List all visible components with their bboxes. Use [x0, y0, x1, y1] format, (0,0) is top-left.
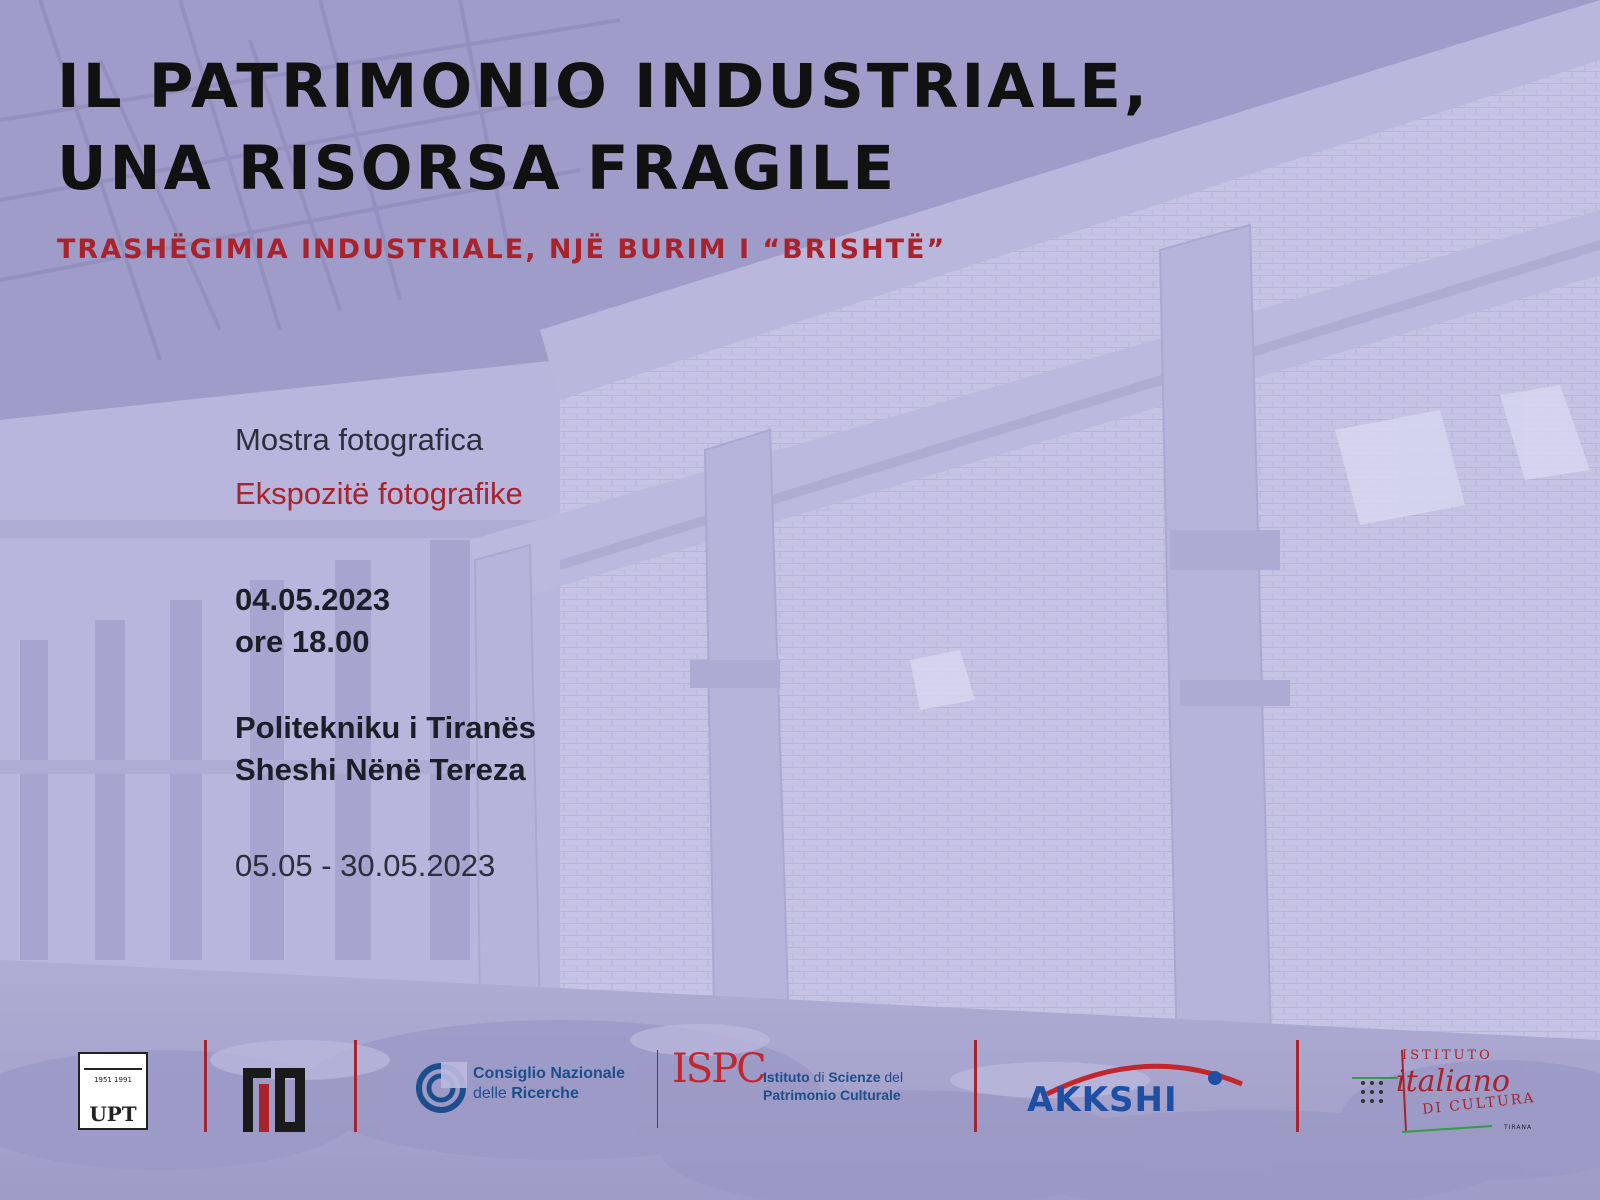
cnr-line-2a: delle — [473, 1085, 512, 1102]
iic-line-3: DI CULTURA — [1421, 1090, 1537, 1118]
ispc-line-2: Patrimonio Culturale — [763, 1087, 901, 1103]
cnr-spiral-icon — [415, 1062, 467, 1114]
cnr-divider — [657, 1050, 658, 1128]
ispc-name — [763, 1068, 903, 1104]
upt-logo — [78, 1052, 148, 1130]
cnr-line-1: Consiglio Nazionale — [473, 1065, 626, 1082]
title-line-2: UNA RISORSA FRAGILE — [57, 133, 897, 204]
logo-separator — [1296, 1040, 1299, 1132]
akkshi-logo — [1027, 1054, 1247, 1134]
logo-separator — [974, 1040, 977, 1132]
poster-subtitle: TRASHËGIMIA INDUSTRIALE, NJË BURIM I “BRISHTË” — [57, 234, 947, 265]
sponsor-logos — [0, 1030, 1600, 1150]
exhibition-type-italian: Mostra fotografica — [235, 422, 484, 457]
iic-line-1: ISTITUTO — [1402, 1048, 1493, 1063]
iic-line-4: TIRANA — [1504, 1124, 1533, 1131]
exhibition-type-albanian: Ekspozitë fotografike — [235, 476, 523, 511]
opening-time: ore 18.00 — [235, 624, 370, 659]
opening-date: 04.05.2023 — [235, 582, 391, 617]
exhibition-period: 05.05 - 30.05.2023 — [235, 848, 496, 883]
logo-separator — [354, 1040, 357, 1132]
venue-name: Politekniku i Tiranës — [235, 710, 536, 745]
ispc-line-1d: del — [880, 1069, 904, 1085]
fau-logo — [243, 1060, 313, 1132]
castle-icon — [84, 1058, 142, 1070]
iic-line-2: italiano — [1396, 1064, 1510, 1099]
ispc-line-1b: di — [809, 1069, 829, 1085]
cnr-name — [473, 1064, 625, 1104]
poster-title — [57, 46, 1150, 210]
iic-logo — [1352, 1044, 1542, 1136]
venue-address: Sheshi Nënë Tereza — [235, 752, 526, 787]
ispc-mark-text: ISPC — [672, 1046, 765, 1092]
title-line-1: IL PATRIMONIO INDUSTRIALE, — [57, 51, 1151, 122]
ispc-line-1c: Scienze — [828, 1069, 881, 1085]
akkshi-name: AKKSHI — [1027, 1080, 1178, 1120]
logo-separator — [204, 1040, 207, 1132]
upt-name: UPT — [89, 1102, 137, 1126]
ispc-line-1a: Istituto — [763, 1069, 810, 1085]
cnr-line-2b: Ricerche — [511, 1085, 579, 1102]
ispc-mark — [672, 1046, 765, 1092]
upt-years: 1951 1991 — [94, 1076, 132, 1084]
